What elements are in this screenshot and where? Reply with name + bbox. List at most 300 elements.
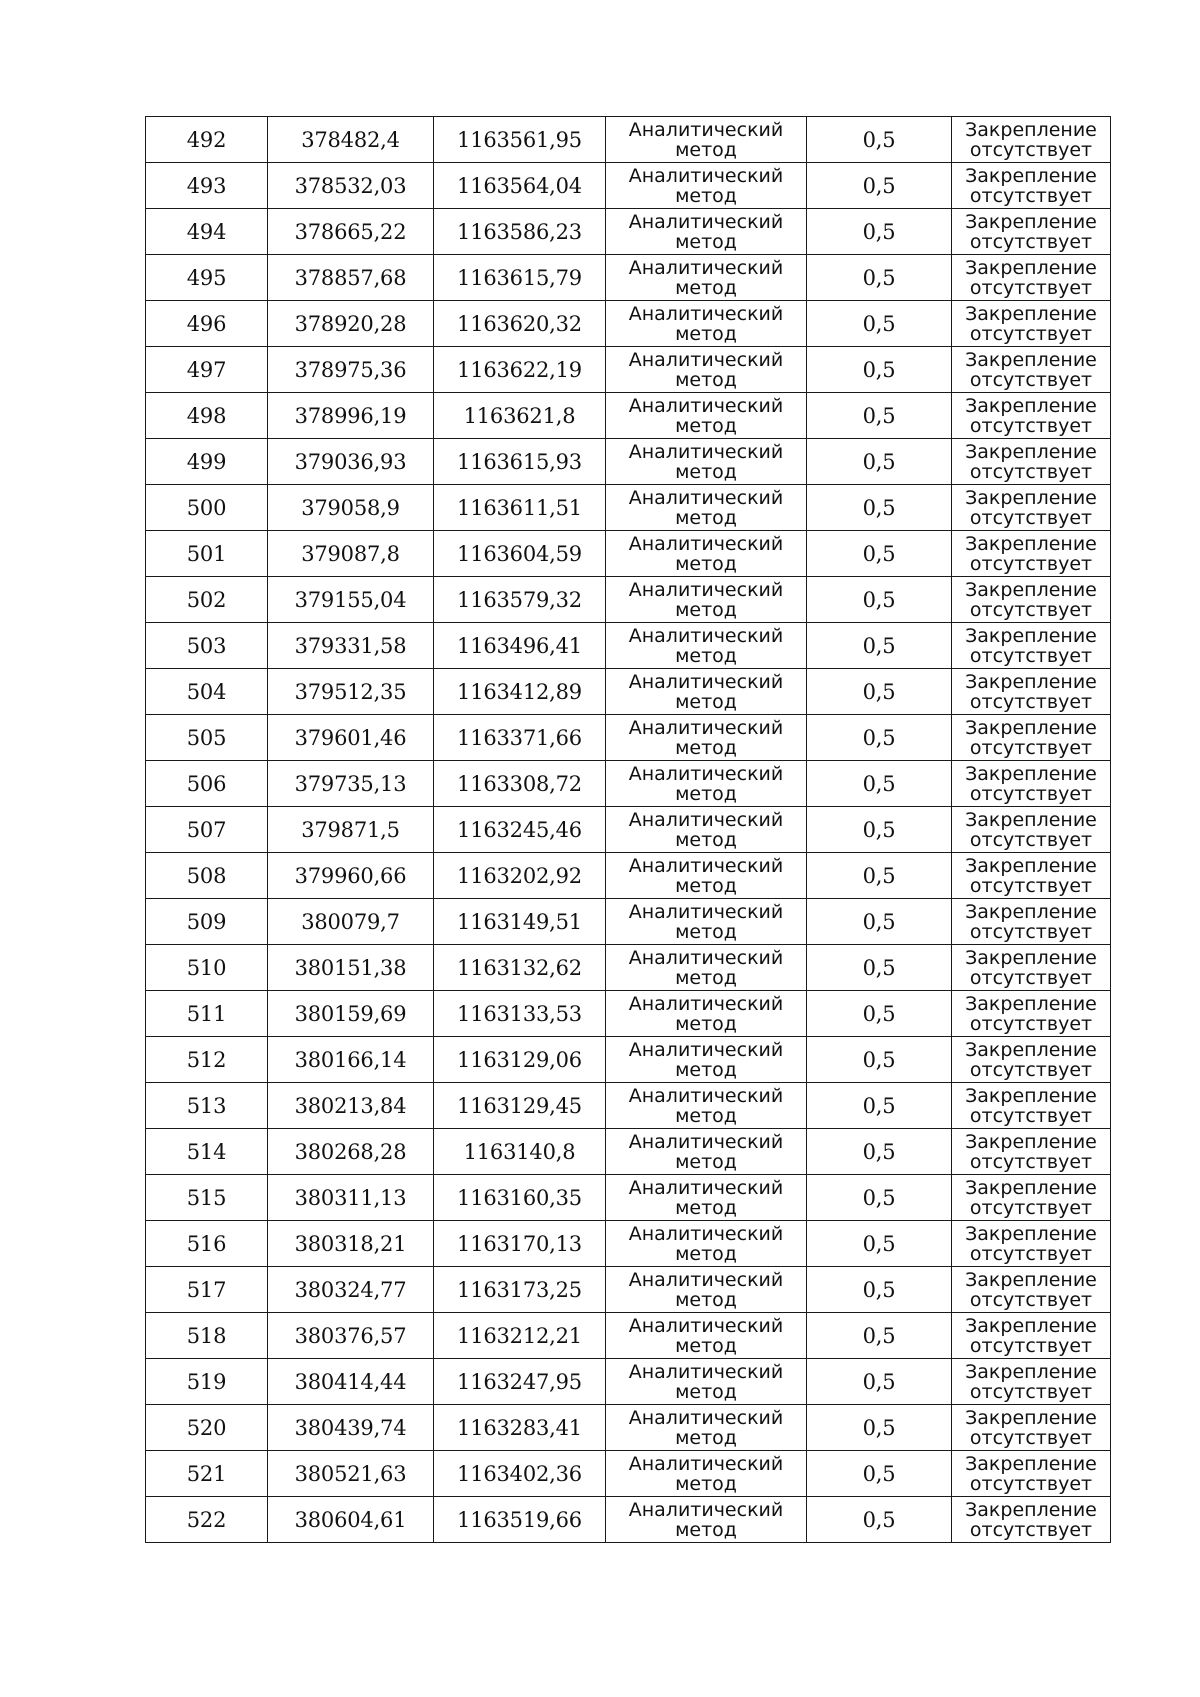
fixing-note-line-2: отсутствует [969, 1334, 1093, 1357]
fixing-note-cell [952, 853, 1111, 899]
y-coordinate-cell: 1163129,06 [434, 1037, 606, 1083]
point-number-cell: 499 [146, 439, 268, 485]
fixing-note-line-2: отсутствует [969, 1196, 1093, 1219]
method-cell [606, 1083, 807, 1129]
fixing-note-line-1: Закрепление [965, 992, 1097, 1015]
fixing-note-line-1: Закрепление [965, 808, 1097, 831]
x-coordinate-cell: 378665,22 [268, 209, 434, 255]
method-line-2: метод [675, 276, 737, 299]
method-line-2: метод [675, 598, 737, 621]
precision-cell: 0,5 [807, 577, 952, 623]
fixing-note-cell [952, 577, 1111, 623]
fixing-note-line-1: Закрепление [965, 946, 1097, 969]
fixing-note-line-1: Закрепление [965, 1452, 1097, 1475]
method-line-2: метод [675, 230, 737, 253]
point-number-cell: 520 [146, 1405, 268, 1451]
fixing-note-cell [952, 761, 1111, 807]
table-row [146, 301, 1111, 347]
method-cell [606, 945, 807, 991]
point-number-cell: 493 [146, 163, 268, 209]
point-number-cell: 492 [146, 117, 268, 163]
method-line-2: метод [675, 782, 737, 805]
method-cell [606, 807, 807, 853]
fixing-note-cell [952, 945, 1111, 991]
table-row [146, 715, 1111, 761]
method-cell [606, 853, 807, 899]
y-coordinate-cell: 1163129,45 [434, 1083, 606, 1129]
method-line-1: Аналитический [628, 854, 784, 877]
fixing-note-cell [952, 1221, 1111, 1267]
point-number-cell: 505 [146, 715, 268, 761]
point-number-cell: 516 [146, 1221, 268, 1267]
table-row [146, 1405, 1111, 1451]
method-cell [606, 1175, 807, 1221]
method-line-1: Аналитический [628, 118, 784, 141]
fixing-note-line-2: отсутствует [969, 690, 1093, 713]
precision-cell: 0,5 [807, 439, 952, 485]
fixing-note-cell [952, 1405, 1111, 1451]
method-line-2: метод [675, 460, 737, 483]
x-coordinate-cell: 380414,44 [268, 1359, 434, 1405]
method-line-1: Аналитический [628, 1176, 784, 1199]
fixing-note-cell [952, 439, 1111, 485]
fixing-note-line-2: отсутствует [969, 966, 1093, 989]
fixing-note-line-2: отсутствует [969, 874, 1093, 897]
fixing-note-line-1: Закрепление [965, 578, 1097, 601]
method-line-1: Аналитический [628, 1222, 784, 1245]
x-coordinate-cell: 380159,69 [268, 991, 434, 1037]
x-coordinate-cell: 380376,57 [268, 1313, 434, 1359]
fixing-note-line-1: Закрепление [965, 486, 1097, 509]
method-line-2: метод [675, 1472, 737, 1495]
table-row [146, 577, 1111, 623]
fixing-note-line-1: Закрепление [965, 1130, 1097, 1153]
table-row [146, 623, 1111, 669]
y-coordinate-cell: 1163519,66 [434, 1497, 606, 1543]
table-row [146, 1267, 1111, 1313]
precision-cell: 0,5 [807, 209, 952, 255]
point-number-cell: 515 [146, 1175, 268, 1221]
table-row [146, 1129, 1111, 1175]
fixing-note-line-1: Закрепление [965, 1176, 1097, 1199]
method-line-1: Аналитический [628, 210, 784, 233]
x-coordinate-cell: 380439,74 [268, 1405, 434, 1451]
fixing-note-cell [952, 715, 1111, 761]
method-line-2: метод [675, 1426, 737, 1449]
fixing-note-line-2: отсутствует [969, 506, 1093, 529]
fixing-note-cell [952, 991, 1111, 1037]
precision-cell: 0,5 [807, 163, 952, 209]
precision-cell: 0,5 [807, 853, 952, 899]
fixing-note-cell [952, 1313, 1111, 1359]
method-line-1: Аналитический [628, 992, 784, 1015]
x-coordinate-cell: 380166,14 [268, 1037, 434, 1083]
method-line-2: метод [675, 1104, 737, 1127]
y-coordinate-cell: 1163611,51 [434, 485, 606, 531]
point-number-cell: 494 [146, 209, 268, 255]
precision-cell: 0,5 [807, 1175, 952, 1221]
method-line-1: Аналитический [628, 1406, 784, 1429]
fixing-note-line-1: Закрепление [965, 1084, 1097, 1107]
fixing-note-line-2: отсутствует [969, 230, 1093, 253]
method-line-2: метод [675, 138, 737, 161]
point-number-cell: 503 [146, 623, 268, 669]
precision-cell: 0,5 [807, 1083, 952, 1129]
method-cell [606, 1451, 807, 1497]
point-number-cell: 504 [146, 669, 268, 715]
method-cell [606, 1313, 807, 1359]
fixing-note-cell [952, 347, 1111, 393]
method-line-1: Аналитический [628, 532, 784, 555]
method-line-2: метод [675, 1012, 737, 1035]
y-coordinate-cell: 1163173,25 [434, 1267, 606, 1313]
x-coordinate-cell: 380311,13 [268, 1175, 434, 1221]
precision-cell: 0,5 [807, 485, 952, 531]
fixing-note-line-1: Закрепление [965, 762, 1097, 785]
precision-cell: 0,5 [807, 1129, 952, 1175]
fixing-note-cell [952, 807, 1111, 853]
fixing-note-cell [952, 531, 1111, 577]
fixing-note-cell [952, 1037, 1111, 1083]
fixing-note-line-2: отсутствует [969, 1104, 1093, 1127]
method-line-2: метод [675, 920, 737, 943]
fixing-note-line-1: Закрепление [965, 1268, 1097, 1291]
precision-cell: 0,5 [807, 807, 952, 853]
fixing-note-line-2: отсутствует [969, 1380, 1093, 1403]
precision-cell: 0,5 [807, 1359, 952, 1405]
table-row [146, 117, 1111, 163]
method-cell [606, 991, 807, 1037]
fixing-note-cell [952, 1129, 1111, 1175]
precision-cell: 0,5 [807, 1221, 952, 1267]
y-coordinate-cell: 1163133,53 [434, 991, 606, 1037]
table-row [146, 1083, 1111, 1129]
x-coordinate-cell: 378920,28 [268, 301, 434, 347]
method-cell [606, 531, 807, 577]
method-line-2: метод [675, 184, 737, 207]
x-coordinate-cell: 380521,63 [268, 1451, 434, 1497]
table-row [146, 991, 1111, 1037]
x-coordinate-cell: 380268,28 [268, 1129, 434, 1175]
y-coordinate-cell: 1163245,46 [434, 807, 606, 853]
point-number-cell: 506 [146, 761, 268, 807]
method-line-1: Аналитический [628, 900, 784, 923]
table-row [146, 163, 1111, 209]
point-number-cell: 498 [146, 393, 268, 439]
fixing-note-line-2: отсутствует [969, 1058, 1093, 1081]
table-row [146, 1497, 1111, 1543]
point-number-cell: 501 [146, 531, 268, 577]
method-line-2: метод [675, 1380, 737, 1403]
method-cell [606, 255, 807, 301]
x-coordinate-cell: 380079,7 [268, 899, 434, 945]
method-line-2: метод [675, 690, 737, 713]
fixing-note-line-2: отсутствует [969, 1242, 1093, 1265]
method-line-1: Аналитический [628, 486, 784, 509]
method-line-1: Аналитический [628, 1084, 784, 1107]
method-cell [606, 301, 807, 347]
table-row [146, 439, 1111, 485]
fixing-note-line-1: Закрепление [965, 440, 1097, 463]
y-coordinate-cell: 1163564,04 [434, 163, 606, 209]
method-line-1: Аналитический [628, 946, 784, 969]
table-row [146, 1359, 1111, 1405]
method-line-2: метод [675, 1518, 737, 1541]
table-row [146, 1313, 1111, 1359]
method-line-1: Аналитический [628, 578, 784, 601]
fixing-note-line-2: отсутствует [969, 920, 1093, 943]
point-number-cell: 514 [146, 1129, 268, 1175]
fixing-note-line-1: Закрепление [965, 716, 1097, 739]
table-row [146, 531, 1111, 577]
x-coordinate-cell: 378857,68 [268, 255, 434, 301]
fixing-note-line-1: Закрепление [965, 348, 1097, 371]
fixing-note-line-2: отсутствует [969, 414, 1093, 437]
method-line-1: Аналитический [628, 808, 784, 831]
y-coordinate-cell: 1163579,32 [434, 577, 606, 623]
method-cell [606, 1037, 807, 1083]
x-coordinate-cell: 379735,13 [268, 761, 434, 807]
fixing-note-line-1: Закрепление [965, 302, 1097, 325]
method-cell [606, 899, 807, 945]
point-number-cell: 496 [146, 301, 268, 347]
precision-cell: 0,5 [807, 991, 952, 1037]
method-cell [606, 1359, 807, 1405]
table-row [146, 485, 1111, 531]
method-line-1: Аналитический [628, 1452, 784, 1475]
precision-cell: 0,5 [807, 393, 952, 439]
table-row [146, 209, 1111, 255]
y-coordinate-cell: 1163620,32 [434, 301, 606, 347]
fixing-note-line-1: Закрепление [965, 624, 1097, 647]
method-cell [606, 1405, 807, 1451]
fixing-note-line-1: Закрепление [965, 210, 1097, 233]
method-line-2: метод [675, 1334, 737, 1357]
method-line-1: Аналитический [628, 670, 784, 693]
precision-cell: 0,5 [807, 255, 952, 301]
fixing-note-line-2: отсутствует [969, 1472, 1093, 1495]
fixing-note-cell [952, 899, 1111, 945]
x-coordinate-cell: 378996,19 [268, 393, 434, 439]
precision-cell: 0,5 [807, 623, 952, 669]
method-line-2: метод [675, 552, 737, 575]
table-row [146, 1451, 1111, 1497]
method-line-2: метод [675, 1196, 737, 1219]
fixing-note-line-1: Закрепление [965, 1406, 1097, 1429]
point-number-cell: 495 [146, 255, 268, 301]
x-coordinate-cell: 378975,36 [268, 347, 434, 393]
method-cell [606, 1221, 807, 1267]
point-number-cell: 521 [146, 1451, 268, 1497]
method-line-1: Аналитический [628, 1130, 784, 1153]
y-coordinate-cell: 1163140,8 [434, 1129, 606, 1175]
method-line-1: Аналитический [628, 1360, 784, 1383]
x-coordinate-cell: 380604,61 [268, 1497, 434, 1543]
y-coordinate-cell: 1163132,62 [434, 945, 606, 991]
fixing-note-line-2: отсутствует [969, 644, 1093, 667]
table-row [146, 807, 1111, 853]
point-number-cell: 508 [146, 853, 268, 899]
x-coordinate-cell: 380318,21 [268, 1221, 434, 1267]
y-coordinate-cell: 1163621,8 [434, 393, 606, 439]
fixing-note-line-1: Закрепление [965, 854, 1097, 877]
x-coordinate-cell: 380213,84 [268, 1083, 434, 1129]
precision-cell: 0,5 [807, 715, 952, 761]
x-coordinate-cell: 378482,4 [268, 117, 434, 163]
y-coordinate-cell: 1163149,51 [434, 899, 606, 945]
fixing-note-line-1: Закрепление [965, 1222, 1097, 1245]
table-row [146, 1221, 1111, 1267]
method-line-1: Аналитический [628, 1498, 784, 1521]
fixing-note-cell [952, 485, 1111, 531]
method-line-2: метод [675, 1242, 737, 1265]
fixing-note-line-2: отсутствует [969, 1150, 1093, 1173]
x-coordinate-cell: 379331,58 [268, 623, 434, 669]
method-line-1: Аналитический [628, 394, 784, 417]
fixing-note-line-2: отсутствует [969, 322, 1093, 345]
fixing-note-line-2: отсутствует [969, 460, 1093, 483]
method-line-2: метод [675, 644, 737, 667]
x-coordinate-cell: 379512,35 [268, 669, 434, 715]
method-cell [606, 209, 807, 255]
method-line-2: метод [675, 1288, 737, 1311]
fixing-note-line-1: Закрепление [965, 118, 1097, 141]
y-coordinate-cell: 1163604,59 [434, 531, 606, 577]
x-coordinate-cell: 379087,8 [268, 531, 434, 577]
method-cell [606, 1497, 807, 1543]
fixing-note-cell [952, 1083, 1111, 1129]
method-line-1: Аналитический [628, 440, 784, 463]
table-row [146, 1175, 1111, 1221]
method-line-2: метод [675, 1058, 737, 1081]
method-cell [606, 577, 807, 623]
y-coordinate-cell: 1163412,89 [434, 669, 606, 715]
point-number-cell: 517 [146, 1267, 268, 1313]
y-coordinate-cell: 1163160,35 [434, 1175, 606, 1221]
method-line-2: метод [675, 414, 737, 437]
point-number-cell: 497 [146, 347, 268, 393]
table-row [146, 393, 1111, 439]
point-number-cell: 511 [146, 991, 268, 1037]
fixing-note-line-1: Закрепление [965, 164, 1097, 187]
fixing-note-line-1: Закрепление [965, 900, 1097, 923]
fixing-note-line-1: Закрепление [965, 532, 1097, 555]
method-line-1: Аналитический [628, 164, 784, 187]
x-coordinate-cell: 379871,5 [268, 807, 434, 853]
point-number-cell: 502 [146, 577, 268, 623]
point-number-cell: 507 [146, 807, 268, 853]
fixing-note-cell [952, 117, 1111, 163]
y-coordinate-cell: 1163308,72 [434, 761, 606, 807]
precision-cell: 0,5 [807, 899, 952, 945]
y-coordinate-cell: 1163615,93 [434, 439, 606, 485]
y-coordinate-cell: 1163283,41 [434, 1405, 606, 1451]
fixing-note-cell [952, 1175, 1111, 1221]
method-line-1: Аналитический [628, 302, 784, 325]
fixing-note-line-2: отсутствует [969, 828, 1093, 851]
y-coordinate-cell: 1163622,19 [434, 347, 606, 393]
method-cell [606, 669, 807, 715]
fixing-note-cell [952, 1359, 1111, 1405]
y-coordinate-cell: 1163496,41 [434, 623, 606, 669]
fixing-note-line-2: отсутствует [969, 1518, 1093, 1541]
fixing-note-line-1: Закрепление [965, 1038, 1097, 1061]
fixing-note-line-1: Закрепление [965, 1498, 1097, 1521]
method-line-1: Аналитический [628, 1268, 784, 1291]
x-coordinate-cell: 380324,77 [268, 1267, 434, 1313]
precision-cell: 0,5 [807, 1267, 952, 1313]
fixing-note-cell [952, 301, 1111, 347]
fixing-note-cell [952, 623, 1111, 669]
method-cell [606, 117, 807, 163]
fixing-note-line-1: Закрепление [965, 394, 1097, 417]
point-number-cell: 519 [146, 1359, 268, 1405]
method-cell [606, 393, 807, 439]
y-coordinate-cell: 1163586,23 [434, 209, 606, 255]
table-row [146, 255, 1111, 301]
y-coordinate-cell: 1163371,66 [434, 715, 606, 761]
y-coordinate-cell: 1163202,92 [434, 853, 606, 899]
y-coordinate-cell: 1163247,95 [434, 1359, 606, 1405]
precision-cell: 0,5 [807, 1313, 952, 1359]
precision-cell: 0,5 [807, 301, 952, 347]
method-line-2: метод [675, 736, 737, 759]
coordinates-table-body [146, 117, 1111, 1543]
method-cell [606, 163, 807, 209]
table-row [146, 669, 1111, 715]
fixing-note-line-2: отсутствует [969, 276, 1093, 299]
point-number-cell: 522 [146, 1497, 268, 1543]
fixing-note-cell [952, 163, 1111, 209]
method-line-1: Аналитический [628, 1314, 784, 1337]
method-cell [606, 1129, 807, 1175]
method-line-2: метод [675, 966, 737, 989]
point-number-cell: 509 [146, 899, 268, 945]
x-coordinate-cell: 379960,66 [268, 853, 434, 899]
method-line-1: Аналитический [628, 716, 784, 739]
fixing-note-cell [952, 1267, 1111, 1313]
y-coordinate-cell: 1163402,36 [434, 1451, 606, 1497]
x-coordinate-cell: 378532,03 [268, 163, 434, 209]
precision-cell: 0,5 [807, 1497, 952, 1543]
x-coordinate-cell: 379058,9 [268, 485, 434, 531]
fixing-note-line-2: отсутствует [969, 138, 1093, 161]
method-cell [606, 1267, 807, 1313]
fixing-note-cell [952, 209, 1111, 255]
table-row [146, 899, 1111, 945]
fixing-note-cell [952, 255, 1111, 301]
method-line-1: Аналитический [628, 624, 784, 647]
method-line-2: метод [675, 368, 737, 391]
fixing-note-line-1: Закрепление [965, 1314, 1097, 1337]
precision-cell: 0,5 [807, 347, 952, 393]
method-cell [606, 761, 807, 807]
precision-cell: 0,5 [807, 945, 952, 991]
y-coordinate-cell: 1163170,13 [434, 1221, 606, 1267]
fixing-note-line-2: отсутствует [969, 368, 1093, 391]
x-coordinate-cell: 380151,38 [268, 945, 434, 991]
point-number-cell: 513 [146, 1083, 268, 1129]
x-coordinate-cell: 379036,93 [268, 439, 434, 485]
fixing-note-line-1: Закрепление [965, 670, 1097, 693]
table-row [146, 347, 1111, 393]
precision-cell: 0,5 [807, 761, 952, 807]
fixing-note-line-2: отсутствует [969, 552, 1093, 575]
fixing-note-line-2: отсутствует [969, 1012, 1093, 1035]
fixing-note-line-1: Закрепление [965, 1360, 1097, 1383]
fixing-note-line-2: отсутствует [969, 736, 1093, 759]
precision-cell: 0,5 [807, 1451, 952, 1497]
